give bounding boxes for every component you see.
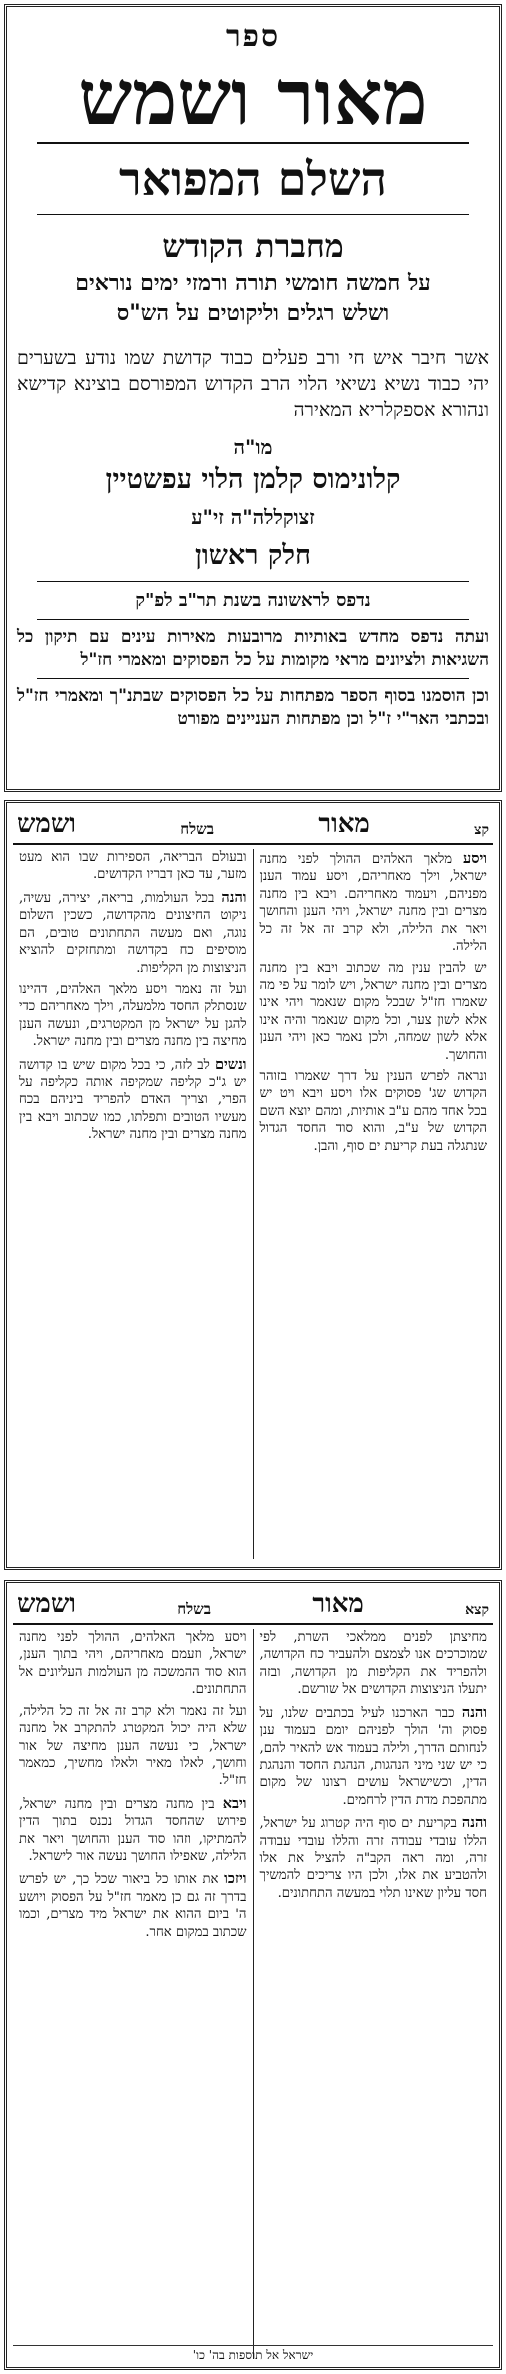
column-left	[13, 849, 253, 1559]
paragraph	[19, 1055, 247, 1144]
paragraph	[260, 1703, 488, 1810]
page-number: קצא	[465, 1602, 489, 1618]
column-right	[254, 849, 494, 1559]
parsha-name: בשלח	[177, 1600, 211, 1618]
paragraph-text: ועל זה נאמר ויסע מלאך האלהים, דהיינו שנסתלק החסד מלמעלה, וילך מאחריהם כדי להגן על ישראל מן המקטרגים, ונעשה הענן מחיצה בין מחנה מצרים ובין מחנה ישראל.	[19, 981, 247, 1050]
new-edition-note: ועתה נדפס מחדש באותיות מרובעות מאירות עינים עם תיקון כל השגיאות ולציונים מראי מקומות על כל הפסוקים ומאמרי חז"ל	[17, 627, 489, 671]
column-left	[13, 1629, 253, 2359]
paragraph	[260, 1813, 488, 1902]
section-title: מחברת הקודש	[162, 227, 344, 265]
paragraph-lead: ויזכו	[224, 1870, 247, 1888]
page-number: קצ	[474, 822, 489, 838]
paragraph	[260, 1068, 488, 1155]
text-page-2	[4, 1580, 502, 2370]
paragraph	[19, 888, 247, 977]
author-name: קלונימוס קלמן הלוי עפשטיין	[105, 464, 401, 496]
column-divider	[253, 1629, 254, 2359]
paragraph-text: ונראה לפרש הענין על דרך שאמרו בזוהר הקדוש שג' פסוקים אלו ויסע ויבא ויט יש בכל אחד מהם ע"ב אותיות, ומהם יוצא השם הקדוש של ע"ב, והוא סוד החסד הגדול שנתגלה בעת קריעת ים סוף, והבן.	[259, 1069, 487, 1154]
author-honorific: מו"ה	[233, 435, 273, 460]
paragraph	[19, 849, 247, 884]
text-columns	[13, 849, 493, 1559]
description-line-2: ושלש רגלים וליקוטים על הש"ס	[116, 299, 390, 326]
paragraph-text: ועל זה נאמר ולא קרב זה אל זה כל הלילה, שלא היה יכול המקטרג להתקרב אל מחנה ישראל, כי נעשה הענן מחיצה של אור וחושך, לאלו מאיר ולאלו מחשיך, כמאמר חז"ל.	[19, 1703, 247, 1789]
description-line-1: על חמשה חומשי תורה ורמזי ימים נוראים	[75, 270, 431, 296]
paragraph-text: כבר הארכנו לעיל בכתבים שלנו, על פסוק וה' הולך לפניהם יומם בעמוד ענן לנחותם הדרך, ולילה בעמוד אש להאיר להם, כי יש שני מיני הנהגות, הנהגת החסד והנהגת הדין, וכשישראל עושים רצונו של מקום מתהפכת מדת הדין לרחמים.	[259, 1705, 487, 1808]
paragraph	[19, 1869, 247, 1941]
column-divider	[253, 849, 254, 1559]
footnote-line: ישראל אל תוספות בה' כו'	[13, 2345, 493, 2363]
paragraph-text: לב לזה, כי בכל מקום שיש בו קדושה יש ג"כ קליפה שמקיפה אותה כקליפה על הפרי, וצריך האדם להפריד ביניהם בכח מעשיו הטובים ותפלתו, כמו שכתוב ויבא בין מחנה מצרים ובין מחנה ישראל.	[19, 1057, 247, 1143]
parsha-name: בשלח	[180, 820, 214, 838]
paragraph-text: יש להבין ענין מה שכתוב ויבא בין מחנה מצרים ובין מחנה ישראל, ויש לומר על פי מה שאמרו חז"ל שבכל מקום שנאמר ויהי אינו אלא לשון צער, וכל מקום שנאמר והיה אינו אלא לשון שמחה, ולכן נאמר כאן ויהי הענן והחושך.	[259, 960, 487, 1063]
paragraph-lead: ויבא	[222, 1794, 247, 1812]
paragraph	[260, 849, 488, 956]
paragraph	[260, 1629, 488, 1699]
column-right	[254, 1629, 494, 2359]
running-title-left: ושמש	[17, 1589, 76, 1619]
paragraph	[260, 960, 488, 1065]
volume-label: חלק ראשון	[195, 540, 311, 572]
divider	[37, 619, 469, 620]
running-title-right: מאור	[312, 1589, 364, 1619]
paragraph-text: ובעולם הבריאה, הספירות שבו הוא מעט מזער, עד כאן דבריו הקדושים.	[19, 850, 247, 883]
complete-edition-title: השלם המפואר	[119, 152, 387, 206]
paragraph-text: את אותו כל ביאור שכל כך, יש לפרש בדרך זה גם כן מאמר חז"ל על הפסוק ויושע ה' ביום ההוא את ישראל מיד מצרים, וכמו שכתוב במקום אחר.	[19, 1872, 247, 1940]
paragraph-lead: ויסע	[463, 850, 487, 867]
paragraph-text: בכל העולמות, בריאה, יצירה, עשיה, ניקוט החיצונים מהקדושה, כשכין השלום נוגה, ואם מעשה התחתונים טובים, הם מוסיפים כח בקדושה ומתחזקים להוציא הניצוצות מן הקליפות.	[19, 890, 247, 976]
paragraph-text: בקריעת ים סוף היה קטרוג על ישראל, הללו עובדי עבודה זרה והללו עובדי עבודה זרה, ומה ראה הקב"ה להציל את אלו ולהטביע את אלו, ולכן היו צריכים להמשיך חסד עליון שאינו תלוי במעשה התחתונים.	[259, 1816, 487, 1901]
paragraph-lead: והנה	[461, 1814, 487, 1832]
running-head	[13, 1587, 493, 1625]
paragraph-text: בין מחנה מצרים ובין מחנה ישראל, פירוש שהחסד הגדול נכנס בתוך הדין להמתיקו, וזהו סוד הענן והחושך ויאר את הלילה, שאפילו החושך נעשה אור לישראל.	[19, 1796, 247, 1865]
author-blessing: זצוקללה"ה זי"ע	[191, 505, 315, 530]
paragraph-text: ויסע מלאך האלהים, ההולך לפני מחנה ישראל, וזעמם מאחריהם, ויהי בתוך הענן, הוא סוד ההמשכה מן העולמות העליונים אל התחתונים.	[19, 1630, 247, 1698]
running-title-right: מאור	[318, 809, 370, 839]
sefer-label: ספר	[225, 19, 281, 54]
running-head	[13, 807, 493, 845]
paragraph	[19, 981, 247, 1051]
running-title-left: ושמש	[17, 809, 76, 839]
paragraph-text: מחיצתן לפנים ממלאכי השרת, לפי שמוכרכים אנו לצמצם ולהעביר כח הקדושה, ולהפריד את הקליפות מן הקדושה, ובזה יתעלו הניצוצות הקדושים אל שורשם.	[259, 1630, 487, 1698]
main-title: מאור ושמש	[78, 53, 428, 142]
paragraph	[19, 1794, 247, 1866]
divider	[37, 214, 469, 215]
paragraph-lead: והנה	[461, 1703, 487, 1721]
print-year: נדפס לראשונה בשנת תר"ב לפ"ק	[135, 590, 371, 612]
text-columns	[13, 1629, 493, 2359]
paragraph	[19, 1703, 247, 1790]
divider	[37, 142, 469, 144]
author-description: אשר חיבר איש חי ורב פעלים כבוד קדושת שמו נודע בשערים יהי כבוד נשיא נשיאי הלוי הרב הקדוש המפורסם בוצינא קדישא ונהורא אספקלריא המאירה	[17, 347, 489, 421]
paragraph	[19, 1629, 247, 1699]
title-page	[4, 4, 502, 792]
index-note: וכן הוסמנו בסוף הספר מפתחות על כל הפסוקים שבתנ"ך ומאמרי חז"ל ובכתבי האר"י ז"ל וכן מפתחות העניינים מפורט	[17, 686, 489, 730]
text-page-1	[4, 800, 502, 1570]
paragraph-lead: והנה	[221, 888, 247, 906]
paragraph-text: מלאך האלהים ההולך לפני מחנה ישראל, וילך מאחריהם, ויסע עמוד הענן מפניהם, ויעמוד מאחריהם. ויבא בין מחנה מצרים ובין מחנה ישראל, ויהי הענן והחושך ויאר את הלילה, ולא קרב זה אל זה כל הלילה.	[259, 852, 487, 955]
divider	[37, 678, 469, 679]
divider	[37, 581, 469, 582]
paragraph-lead: ונשים	[214, 1055, 247, 1073]
